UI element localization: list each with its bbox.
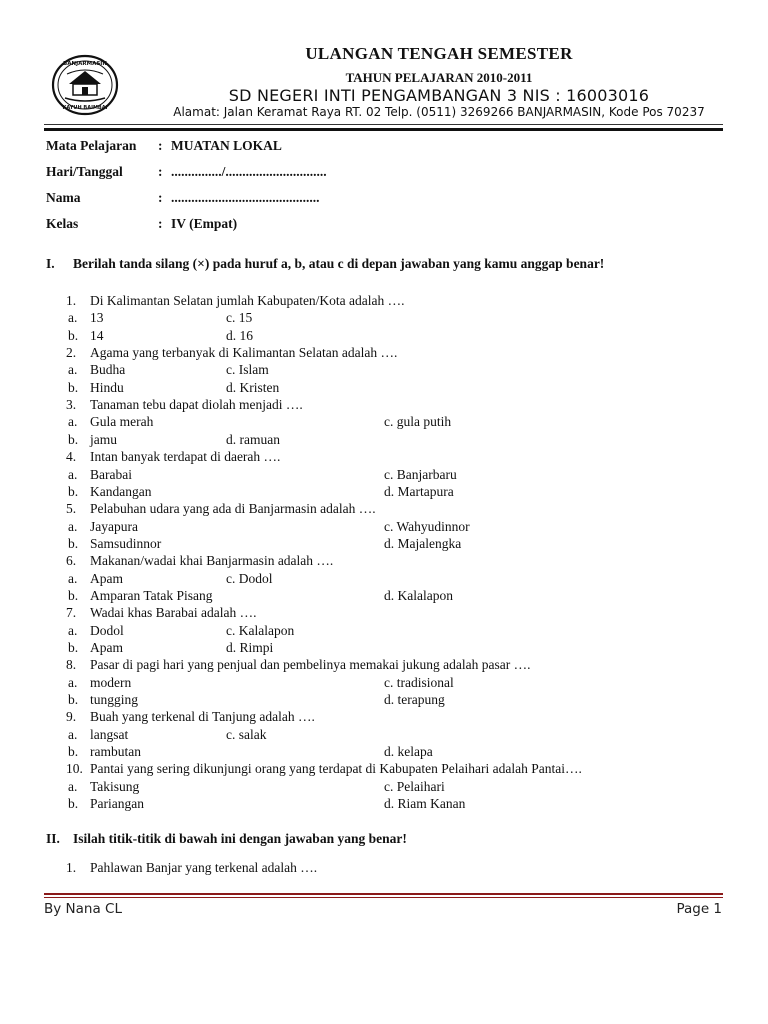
section-number: I. bbox=[46, 256, 55, 271]
option-second-choice[interactable]: c. Pelaihari bbox=[384, 778, 445, 794]
question-text: Wadai khas Barabai adalah …. bbox=[90, 605, 257, 621]
question-number: 9. bbox=[66, 709, 77, 725]
option-letter[interactable]: a. bbox=[68, 310, 78, 326]
section-instruction: Isilah titik-titik di bawah ini dengan jawaban yang benar! bbox=[73, 831, 407, 846]
info-value: .............../.............................. bbox=[171, 164, 327, 179]
banjarmasin-emblem-icon bbox=[51, 54, 119, 116]
option-text: rambutan bbox=[90, 744, 141, 760]
school-logo bbox=[51, 54, 119, 116]
option-text: Kandangan bbox=[90, 483, 152, 499]
option-text: Apam bbox=[90, 640, 123, 655]
footer-divider-thin bbox=[44, 897, 723, 898]
answer-options-row bbox=[0, 727, 768, 744]
answer-options-row bbox=[0, 484, 768, 501]
info-colon: : bbox=[158, 138, 163, 153]
footer-page-number: Page 1 bbox=[676, 901, 722, 917]
essay-question bbox=[0, 860, 768, 877]
question-text: Pahlawan Banjar yang terkenal adalah …. bbox=[90, 860, 318, 875]
option-letter[interactable]: b. bbox=[68, 327, 79, 343]
option-second-choice[interactable]: d. terapung bbox=[384, 692, 445, 708]
question-number: 2. bbox=[66, 345, 77, 361]
answer-options-row bbox=[0, 640, 768, 657]
question-text: Buah yang terkenal di Tanjung adalah …. bbox=[90, 709, 315, 725]
question-7 bbox=[0, 605, 768, 622]
question-text: Agama yang terbanyak di Kalimantan Selatan adalah …. bbox=[90, 345, 398, 361]
question-5 bbox=[0, 501, 768, 518]
option-letter[interactable]: a. bbox=[68, 362, 78, 378]
answer-options-row bbox=[0, 328, 768, 345]
academic-year: TAHUN PELAJARAN 2010-2011 bbox=[345, 70, 533, 85]
option-second-choice[interactable]: c. Islam bbox=[226, 362, 269, 378]
question-10 bbox=[0, 761, 768, 778]
answer-options-row bbox=[0, 692, 768, 709]
option-second-choice[interactable]: d. Kristen bbox=[226, 379, 280, 395]
question-number: 5. bbox=[66, 501, 77, 517]
info-value: ............................................ bbox=[171, 190, 320, 205]
answer-options-row bbox=[0, 588, 768, 605]
question-1 bbox=[0, 293, 768, 310]
option-second-choice[interactable]: d. Majalengka bbox=[384, 535, 462, 551]
question-text: Pasar di pagi hari yang penjual dan pembelinya memakai jukung adalah pasar …. bbox=[90, 657, 531, 673]
option-letter[interactable]: a. bbox=[68, 674, 78, 690]
question-number: 8. bbox=[66, 657, 77, 673]
option-text: Barabai bbox=[90, 466, 132, 482]
option-second-choice[interactable]: c. tradisional bbox=[384, 674, 454, 690]
option-text: Hindu bbox=[90, 379, 124, 395]
option-second-choice[interactable]: d. ramuan bbox=[226, 431, 280, 447]
option-second-choice[interactable]: c. gula putih bbox=[384, 414, 452, 430]
footer-divider bbox=[44, 893, 723, 895]
option-letter[interactable]: b. bbox=[68, 483, 79, 499]
option-text: modern bbox=[90, 674, 132, 690]
answer-options-row bbox=[0, 675, 768, 692]
option-text: Pariangan bbox=[90, 796, 144, 812]
question-text: Makanan/wadai khai Banjarmasin adalah …. bbox=[90, 553, 334, 569]
option-second-choice[interactable]: d. 16 bbox=[226, 327, 253, 343]
question-text: Pantai yang sering dikunjungi orang yang terdapat di Kabupaten Pelaihari adalah Pantai…. bbox=[90, 761, 582, 777]
question-number: 1. bbox=[66, 860, 77, 875]
answer-options-row bbox=[0, 432, 768, 449]
question-2 bbox=[0, 345, 768, 362]
answer-options-row bbox=[0, 467, 768, 484]
option-second-choice[interactable]: d. Rimpi bbox=[226, 640, 274, 655]
option-text: Gula merah bbox=[90, 414, 154, 430]
info-label: Kelas bbox=[46, 216, 79, 231]
option-letter[interactable]: b. bbox=[68, 640, 79, 655]
option-text: tungging bbox=[90, 692, 139, 708]
option-letter[interactable]: a. bbox=[68, 518, 78, 534]
answer-options-row bbox=[0, 519, 768, 536]
question-number: 1. bbox=[66, 293, 77, 308]
option-text: Samsudinnor bbox=[90, 535, 162, 551]
question-3 bbox=[0, 397, 768, 414]
option-second-choice[interactable]: c. Wahyudinnor bbox=[384, 518, 470, 534]
option-letter[interactable]: a. bbox=[68, 466, 78, 482]
question-4 bbox=[0, 449, 768, 466]
option-letter[interactable]: a. bbox=[68, 726, 78, 742]
option-second-choice[interactable]: d. Martapura bbox=[384, 483, 454, 499]
option-letter[interactable]: a. bbox=[68, 414, 78, 430]
question-text: Tanaman tebu dapat diolah menjadi …. bbox=[90, 397, 303, 413]
option-letter[interactable]: b. bbox=[68, 535, 79, 551]
answer-options-row bbox=[0, 310, 768, 327]
logo-bottom-text: KAYUH BAIMBAI bbox=[62, 105, 108, 111]
option-text: Apam bbox=[90, 570, 123, 586]
option-text: 13 bbox=[90, 310, 104, 326]
option-text: Dodol bbox=[90, 622, 124, 638]
section-number: II. bbox=[46, 831, 60, 846]
answer-options-row bbox=[0, 536, 768, 553]
question-number: 4. bbox=[66, 449, 77, 465]
question-text: Intan banyak terdapat di daerah …. bbox=[90, 449, 281, 465]
option-second-choice[interactable]: c. Dodol bbox=[226, 570, 273, 586]
option-letter[interactable]: b. bbox=[68, 431, 79, 447]
option-second-choice[interactable]: c. salak bbox=[226, 726, 267, 742]
answer-options-row bbox=[0, 414, 768, 431]
header-divider-thin bbox=[44, 124, 723, 125]
option-second-choice[interactable]: d. Kalalapon bbox=[384, 587, 453, 603]
answer-options-row bbox=[0, 571, 768, 588]
option-second-choice[interactable]: c. Kalalapon bbox=[226, 622, 295, 638]
option-letter[interactable]: b. bbox=[68, 379, 79, 395]
school-name: SD NEGERI INTI PENGAMBANGAN 3 NIS : 16003016 bbox=[228, 86, 650, 105]
section-instruction: Berilah tanda silang (×) pada huruf a, b, atau c di depan jawaban yang kamu anggap benar! bbox=[73, 256, 605, 271]
option-second-choice[interactable]: d. Riam Kanan bbox=[384, 796, 466, 812]
question-text: Di Kalimantan Selatan jumlah Kabupaten/Kota adalah …. bbox=[90, 293, 405, 308]
option-text: 14 bbox=[90, 327, 104, 343]
info-label: Mata Pelajaran bbox=[46, 138, 137, 153]
question-number: 6. bbox=[66, 553, 77, 569]
answer-options-row bbox=[0, 744, 768, 761]
answer-options-row bbox=[0, 623, 768, 640]
school-address: Alamat: Jalan Keramat Raya RT. 02 Telp. (0511) 3269266 BANJARMASIN, Kode Pos 70237 bbox=[173, 105, 705, 119]
option-text: jamu bbox=[90, 431, 117, 447]
option-text: langsat bbox=[90, 726, 129, 742]
exam-title: ULANGAN TENGAH SEMESTER bbox=[305, 44, 573, 63]
option-second-choice[interactable]: c. 15 bbox=[226, 310, 253, 326]
answer-options-row bbox=[0, 796, 768, 813]
question-text: Pelabuhan udara yang ada di Banjarmasin adalah …. bbox=[90, 501, 376, 517]
question-9 bbox=[0, 709, 768, 726]
option-text: Takisung bbox=[90, 778, 140, 794]
option-letter[interactable]: a. bbox=[68, 570, 78, 586]
option-letter[interactable]: b. bbox=[68, 744, 79, 760]
info-value: MUATAN LOKAL bbox=[171, 138, 282, 153]
info-colon: : bbox=[158, 190, 163, 205]
question-number: 3. bbox=[66, 397, 77, 413]
option-letter[interactable]: a. bbox=[68, 778, 78, 794]
footer-author: By Nana CL bbox=[44, 901, 122, 917]
option-letter[interactable]: b. bbox=[68, 796, 79, 812]
option-text: Jayapura bbox=[90, 518, 138, 534]
question-number: 10. bbox=[66, 761, 83, 777]
question-6 bbox=[0, 553, 768, 570]
info-colon: : bbox=[158, 164, 163, 179]
option-second-choice[interactable]: d. kelapa bbox=[384, 744, 433, 760]
option-second-choice[interactable]: c. Banjarbaru bbox=[384, 466, 457, 482]
info-label: Nama bbox=[46, 190, 81, 205]
option-text: Amparan Tatak Pisang bbox=[90, 587, 213, 603]
header-divider-thick bbox=[44, 128, 723, 131]
info-colon: : bbox=[158, 216, 163, 231]
question-8 bbox=[0, 657, 768, 674]
answer-options-row bbox=[0, 779, 768, 796]
option-letter[interactable]: b. bbox=[68, 692, 79, 708]
option-letter[interactable]: b. bbox=[68, 587, 79, 603]
info-value: IV (Empat) bbox=[171, 216, 238, 231]
option-letter[interactable]: a. bbox=[68, 622, 78, 638]
logo-top-text: BANJARMASIN bbox=[63, 61, 107, 67]
answer-options-row bbox=[0, 362, 768, 379]
option-text: Budha bbox=[90, 362, 126, 378]
info-label: Hari/Tanggal bbox=[46, 164, 123, 179]
question-number: 7. bbox=[66, 605, 77, 621]
answer-options-row bbox=[0, 380, 768, 397]
